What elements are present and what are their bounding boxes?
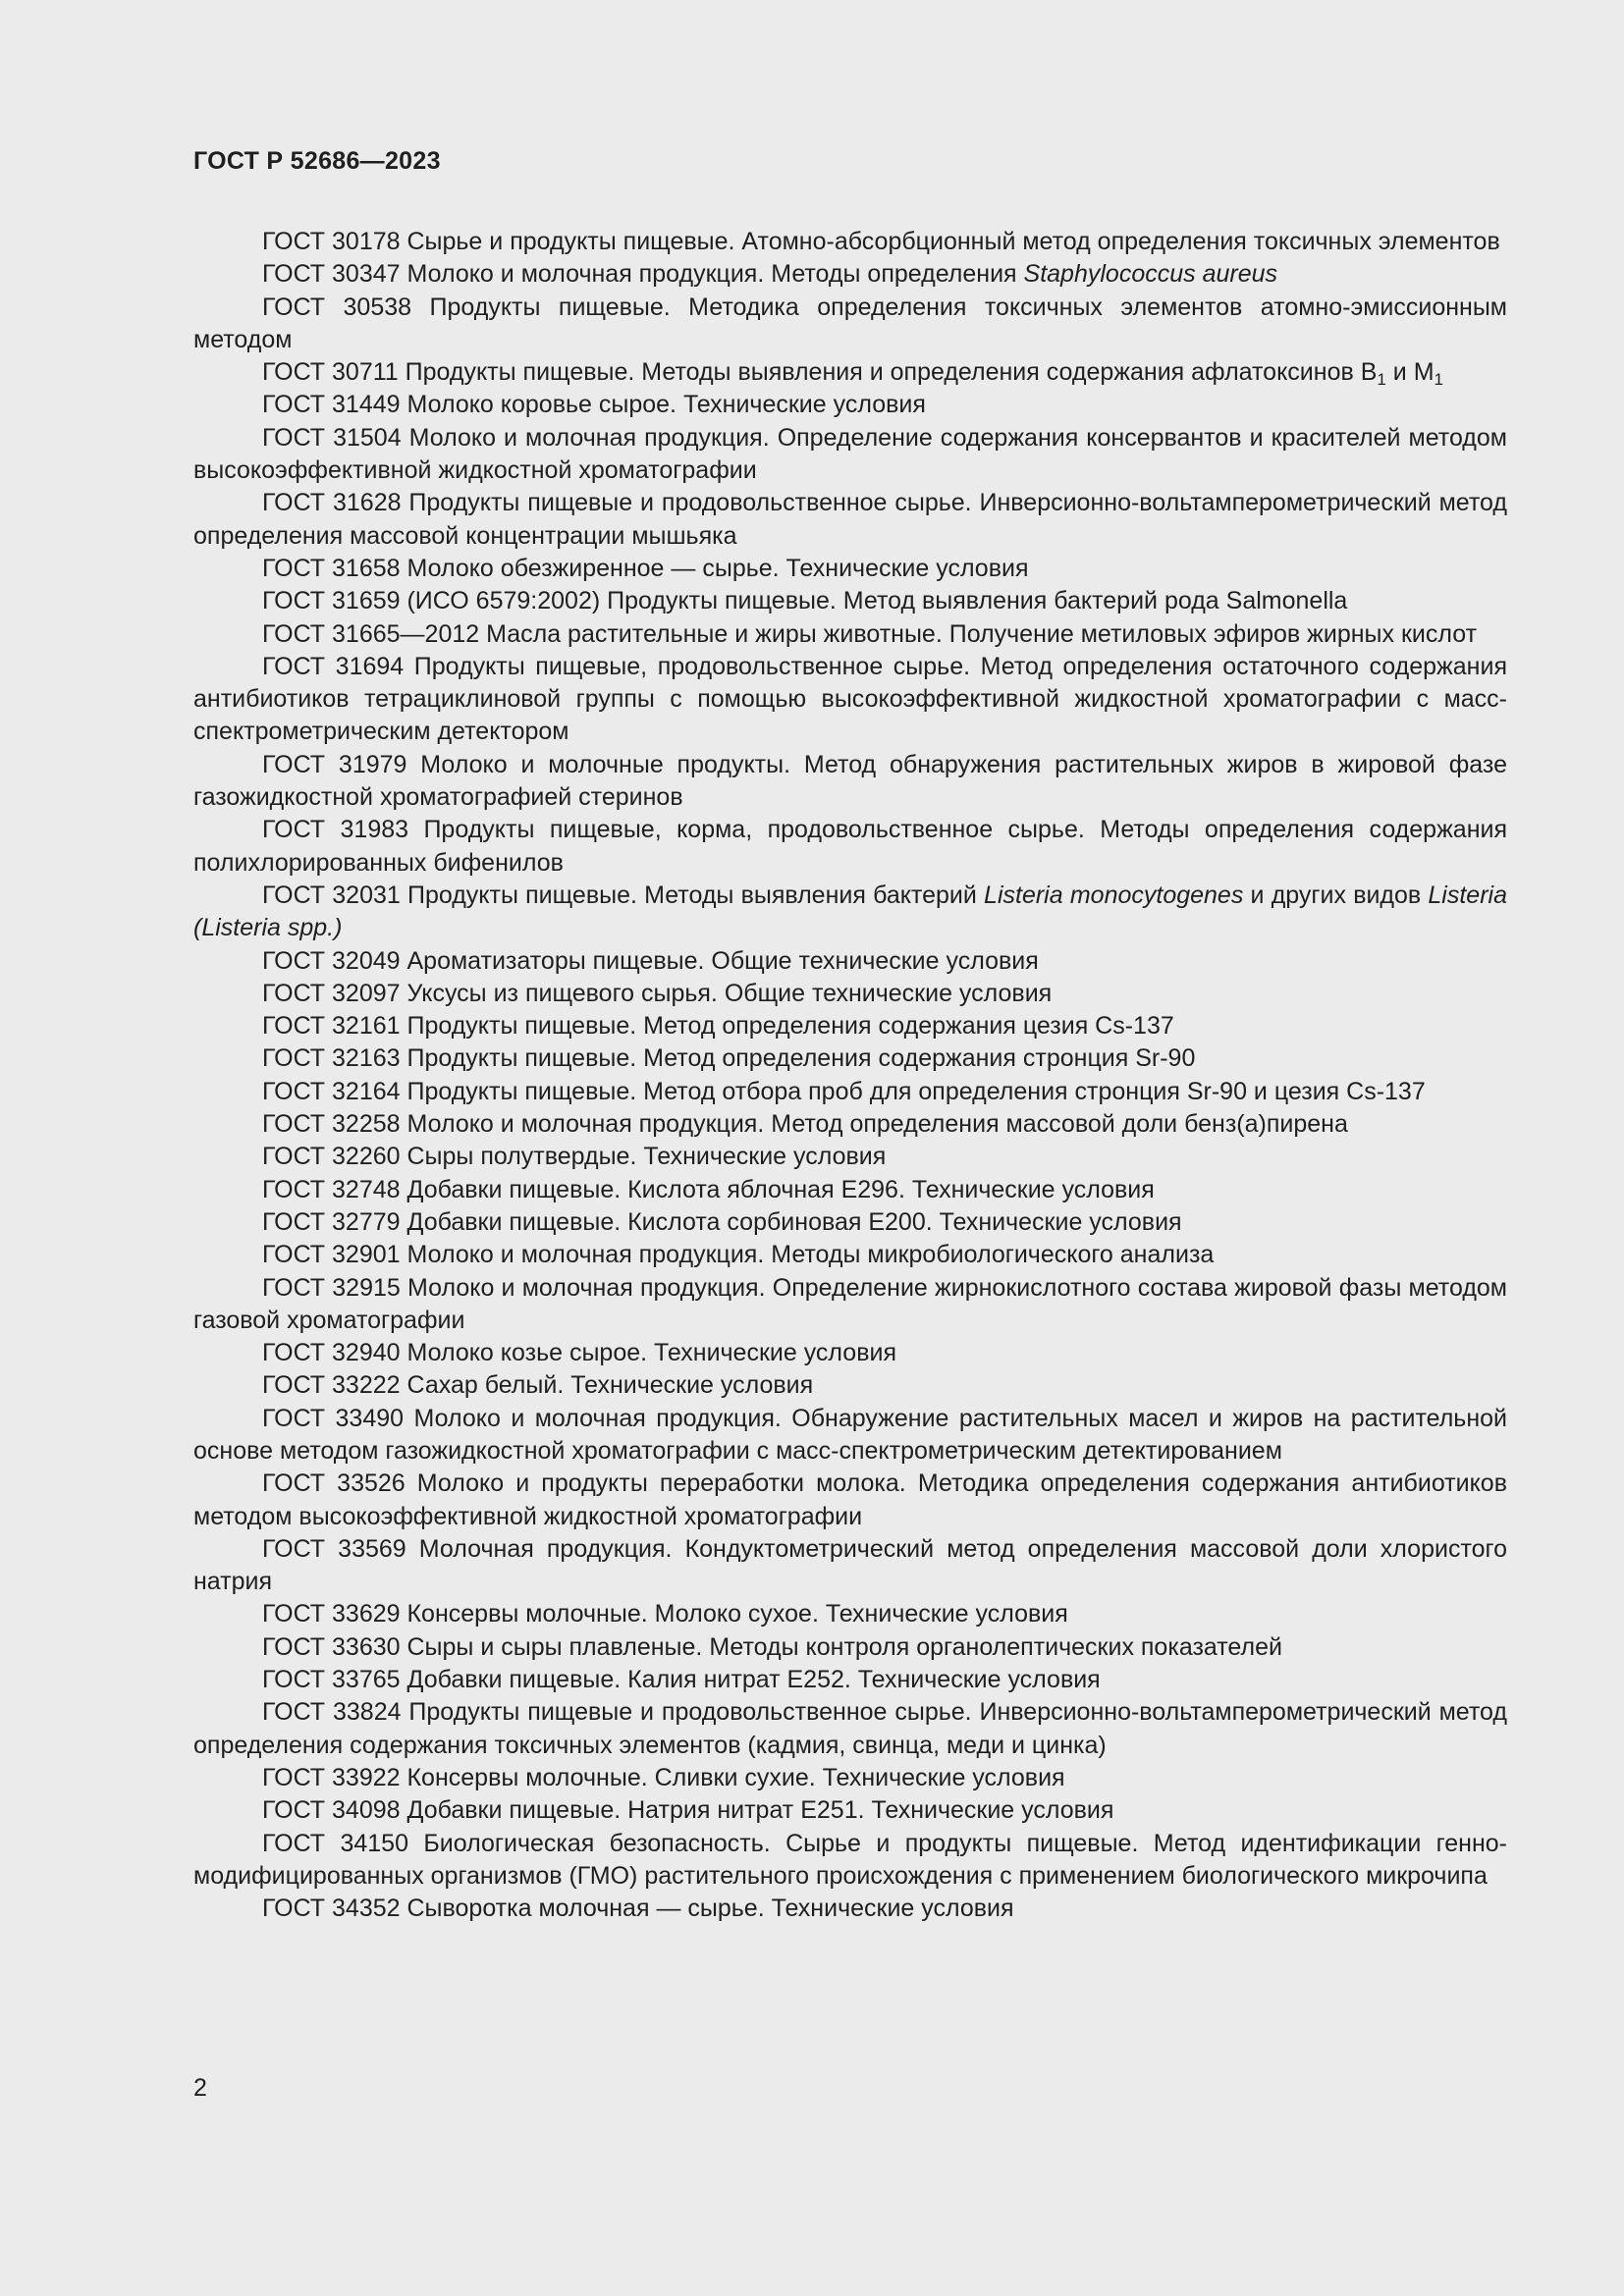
- reference-text: ГОСТ 32901 Молоко и молочная продукция. Методы микробиологического анализа: [262, 1241, 1215, 1269]
- reference-item: [193, 487, 1507, 553]
- reference-item: [193, 1337, 1507, 1369]
- reference-text: ГОСТ 33630 Сыры и сыры плавленые. Методы контроля органолептических показателей: [262, 1632, 1282, 1661]
- reference-text: ГОСТ 30711 Продукты пищевые. Методы выявления и определения содержания афлатоксинов В: [262, 358, 1378, 387]
- reference-text: ГОСТ 34352 Сыворотка молочная — сырье. Технические условия: [262, 1895, 1014, 1923]
- reference-text: ГОСТ 31658 Молоко обезжиренное — сырье. Технические условия: [262, 554, 1029, 582]
- reference-text: ГОСТ 33765 Добавки пищевые. Калия нитрат Е252. Технические условия: [262, 1666, 1101, 1694]
- reference-item: [193, 1108, 1507, 1141]
- reference-item: [193, 258, 1507, 291]
- reference-item: [193, 978, 1507, 1010]
- reference-text: ГОСТ 32164 Продукты пищевые. Метод отбора проб для определения стронция Sr-90 и цезия Cs-137: [262, 1077, 1426, 1105]
- reference-text: ГОСТ 33490 Молоко и молочная продукция. Обнаружение растительных масел и жиров на растительной основе методом газожидкостной хроматографии с масс-спектрометрическим детектированием: [193, 1404, 1507, 1465]
- reference-item: [193, 585, 1507, 617]
- reference-item: [193, 880, 1507, 945]
- italic-term: Staphylococcus aureus: [1023, 260, 1278, 289]
- reference-text: ГОСТ 32940 Молоко козье сырое. Технические условия: [262, 1339, 896, 1367]
- reference-text: ГОСТ 34098 Добавки пищевые. Натрия нитрат Е251. Технические условия: [262, 1796, 1114, 1825]
- reference-item: [193, 292, 1507, 357]
- reference-item: [193, 1369, 1507, 1402]
- reference-text: ГОСТ 33569 Молочная продукция. Кондуктометрический метод определения массовой доли хлористого натрия: [193, 1534, 1507, 1596]
- reference-text: ГОСТ 32915 Молоко и молочная продукция. Определение жирнокислотного состава жировой фазы методом газовой хроматографии: [193, 1273, 1507, 1334]
- reference-text: ГОСТ 33222 Сахар белый. Технические условия: [262, 1371, 814, 1400]
- reference-text: ГОСТ 32260 Сыры полутвердые. Технические условия: [262, 1143, 887, 1171]
- document-header: ГОСТ Р 52686—2023: [193, 147, 441, 175]
- reference-item: [193, 1042, 1507, 1075]
- reference-text: ГОСТ 32161 Продукты пищевые. Метод определения содержания цезия Cs-137: [262, 1012, 1174, 1041]
- reference-item: [193, 1828, 1507, 1894]
- reference-item: [193, 1533, 1507, 1599]
- reference-item: [193, 1239, 1507, 1271]
- subscript: 1: [1377, 370, 1386, 390]
- reference-item: [193, 1206, 1507, 1239]
- reference-text: ГОСТ 31694 Продукты пищевые, продовольственное сырье. Метод определения остаточного содержания антибиотиков тетрациклиновой группы с помощью высокоэффективной жидкостной хроматографии с масс-спектрометрическим детектором: [193, 652, 1507, 746]
- reference-text: ГОСТ 30538 Продукты пищевые. Методика определения токсичных элементов атомно-эмиссионным методом: [193, 293, 1507, 353]
- reference-text: ГОСТ 30178 Сырье и продукты пищевые. Атомно-абсорбционный метод определения токсичных элементов: [262, 228, 1500, 255]
- reference-item: [193, 1664, 1507, 1696]
- reference-item: [193, 814, 1507, 880]
- reference-text: ГОСТ 31659 (ИСО 6579:2002) Продукты пищевые. Метод выявления бактерий рода Salmonella: [262, 587, 1348, 615]
- reference-item: [193, 553, 1507, 585]
- reference-item: [193, 1174, 1507, 1206]
- reference-item: [193, 389, 1507, 421]
- reference-text: ГОСТ 32097 Уксусы из пищевого сырья. Общие технические условия: [262, 979, 1053, 1007]
- reference-item: [193, 1272, 1507, 1338]
- normative-references-list: [193, 226, 1507, 1925]
- reference-item: [193, 1076, 1507, 1108]
- reference-item: [193, 422, 1507, 488]
- reference-item: [193, 651, 1507, 749]
- reference-text: ГОСТ 30347 Молоко и молочная продукция. Методы определения: [262, 260, 1024, 289]
- reference-text: ГОСТ 31665—2012 Масла растительные и жиры животные. Получение метиловых эфиров жирных кислот: [262, 619, 1478, 648]
- subscript: 1: [1434, 370, 1444, 390]
- reference-item: [193, 749, 1507, 815]
- reference-text: ГОСТ 32163 Продукты пищевые. Метод определения содержания стронция Sr-90: [262, 1044, 1196, 1073]
- reference-item: [193, 1010, 1507, 1042]
- reference-item: [193, 1468, 1507, 1533]
- reference-text: ГОСТ 32779 Добавки пищевые. Кислота сорбиновая Е200. Технические условия: [262, 1207, 1182, 1236]
- reference-text: ГОСТ 34150 Биологическая безопасность. Сырье и продукты пищевые. Метод идентификации генно-модифицированных организмов (ГМО) растительного происхождения с применением биологического микрочипа: [193, 1829, 1507, 1890]
- reference-text: ГОСТ 33824 Продукты пищевые и продовольственное сырье. Инверсионно-вольтамперометрический метод определения содержания токсичных элементов (кадмия, свинца, меди и цинка): [193, 1698, 1507, 1759]
- reference-text: и М: [1385, 358, 1435, 387]
- reference-item: [193, 226, 1507, 258]
- reference-text: ГОСТ 32049 Ароматизаторы пищевые. Общие технические условия: [262, 946, 1039, 975]
- page-number: 2: [193, 2074, 207, 2102]
- reference-text: ГОСТ 31449 Молоко коровье сырое. Технические условия: [262, 391, 926, 419]
- reference-text: ГОСТ 32031 Продукты пищевые. Методы выявления бактерий: [262, 881, 985, 909]
- reference-text: ГОСТ 31628 Продукты пищевые и продовольственное сырье. Инверсионно-вольтамперометрический метод определения массовой концентрации мышьяка: [193, 489, 1507, 550]
- reference-text: ГОСТ 32258 Молоко и молочная продукция. Метод определения массовой доли бенз(а)пирена: [262, 1110, 1348, 1139]
- reference-item: [193, 1893, 1507, 1925]
- italic-term: Listeria (Listeria spp.): [193, 881, 1507, 942]
- reference-text: и других видов: [1243, 881, 1429, 909]
- reference-item: [193, 1794, 1507, 1827]
- reference-item: [193, 356, 1507, 389]
- italic-term: Listeria monocytogenes: [984, 881, 1244, 909]
- reference-item: [193, 618, 1507, 651]
- reference-item: [193, 1141, 1507, 1173]
- reference-text: ГОСТ 33629 Консервы молочные. Молоко сухое. Технические условия: [262, 1600, 1068, 1629]
- reference-item: [193, 1762, 1507, 1794]
- reference-item: [193, 1631, 1507, 1664]
- reference-item: [193, 945, 1507, 978]
- reference-item: [193, 1696, 1507, 1762]
- reference-text: ГОСТ 31979 Молоко и молочные продукты. Метод обнаружения растительных жиров в жировой фазе газожидкостной хроматографией стеринов: [193, 750, 1507, 812]
- reference-text: ГОСТ 31983 Продукты пищевые, корма, продовольственное сырье. Методы определения содержания полихлорированных бифенилов: [193, 816, 1507, 877]
- reference-text: ГОСТ 31504 Молоко и молочная продукция. Определение содержания консервантов и красителей методом высокоэффективной жидкостной хроматографии: [193, 423, 1507, 485]
- reference-item: [193, 1403, 1507, 1468]
- reference-text: ГОСТ 33526 Молоко и продукты переработки молока. Методика определения содержания антибиотиков методом высокоэффективной жидкостной хроматографии: [193, 1469, 1507, 1530]
- reference-text: ГОСТ 32748 Добавки пищевые. Кислота яблочная Е296. Технические условия: [262, 1175, 1155, 1203]
- reference-text: ГОСТ 33922 Консервы молочные. Сливки сухие. Технические условия: [262, 1763, 1065, 1791]
- reference-item: [193, 1598, 1507, 1630]
